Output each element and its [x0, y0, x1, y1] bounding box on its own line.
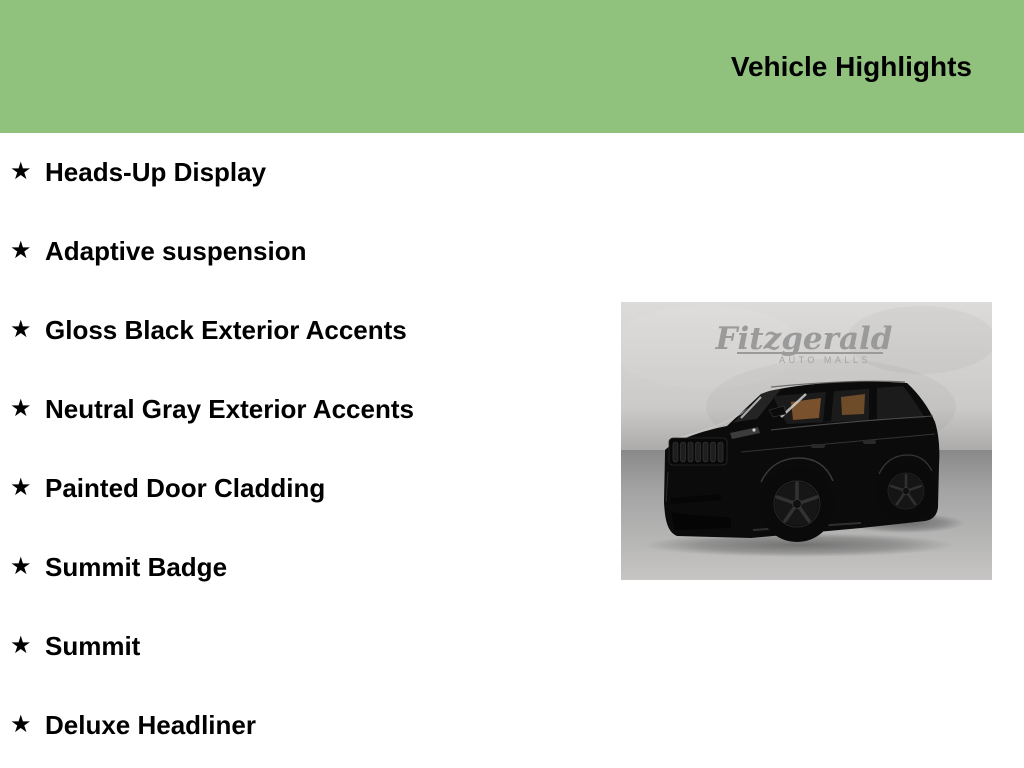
highlight-label: Deluxe Headliner	[45, 709, 256, 740]
highlight-label: Painted Door Cladding	[45, 472, 326, 503]
star-icon: ★	[10, 474, 32, 501]
highlight-item	[10, 549, 600, 585]
rear-wheel	[876, 461, 936, 521]
star-icon: ★	[10, 395, 32, 422]
star-icon: ★	[10, 158, 32, 185]
highlight-label: Neutral Gray Exterior Accents	[45, 393, 414, 424]
header-band	[0, 0, 1024, 133]
highlight-label: Adaptive suspension	[45, 235, 307, 266]
highlight-item	[10, 154, 600, 190]
star-icon: ★	[10, 632, 32, 659]
page-title: Vehicle Highlights	[730, 50, 972, 82]
highlight-label: Gloss Black Exterior Accents	[45, 314, 407, 345]
front-wheel	[759, 466, 835, 542]
highlight-label: Summit	[45, 630, 141, 661]
highlight-item	[10, 312, 600, 348]
star-icon: ★	[10, 711, 32, 738]
highlight-label: Summit Badge	[45, 551, 228, 582]
highlight-label: Heads-Up Display	[45, 156, 267, 187]
highlight-item	[10, 707, 600, 743]
highlight-item	[10, 628, 600, 664]
star-icon: ★	[10, 316, 32, 343]
watermark-brand: Fitzgerald	[715, 321, 893, 357]
grille-slots	[673, 442, 723, 462]
highlights-list	[0, 154, 600, 743]
highlight-item	[10, 233, 600, 269]
star-icon: ★	[10, 553, 32, 580]
star-icon: ★	[10, 237, 32, 264]
highlight-item	[10, 391, 600, 427]
vehicle-photo	[621, 302, 992, 580]
highlight-item	[10, 470, 600, 506]
watermark-tagline: AUTO MALLS	[779, 355, 871, 365]
vehicle-photo-image	[621, 302, 992, 580]
